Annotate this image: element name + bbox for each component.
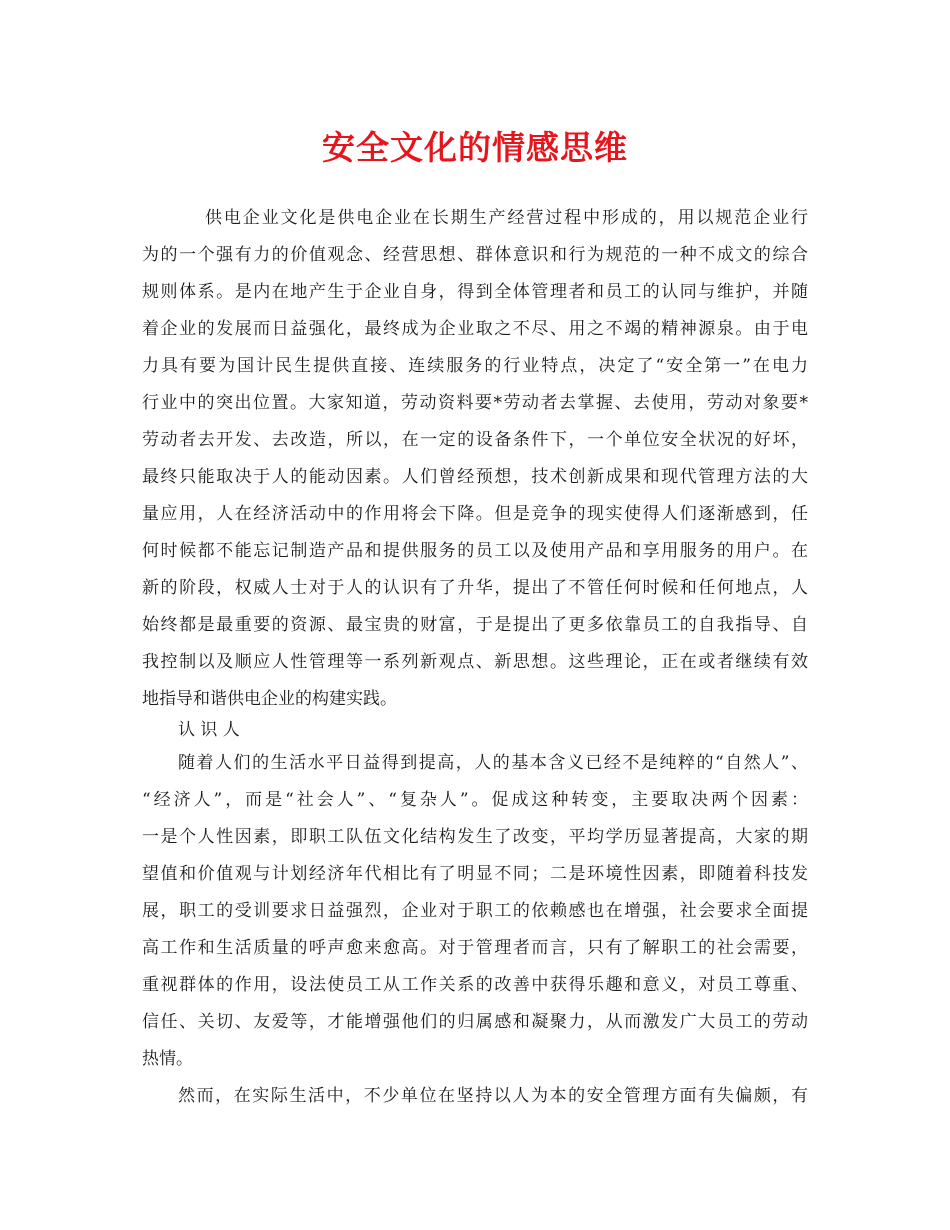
paragraph-line: 信任、关切、友爱等，才能增强他们的归属感和凝聚力，从而激发广大员工的劳动 [142,1012,808,1032]
paragraph-line: 我控制以及顺应人性管理等一系列新观点、新思想。这些理论，正在或者继续有效 [142,652,808,672]
paragraph-line: 随着人们的生活水平日益得到提高，人的基本含义已经不是纯粹的“自然人”、 [178,753,808,773]
paragraph-line: 行业中的突出位置。大家知道，劳动资料要*劳动者去掌握、去使用，劳动对象要* [142,393,808,413]
paragraph-line: 量应用，人在经济活动中的作用将会下降。但是竞争的现实使得人们逐渐感到，任 [142,504,808,524]
paragraph-line: 高工作和生活质量的呼声愈来愈高。对于管理者而言，只有了解职工的社会需要， [142,938,808,958]
paragraph-line: 展，职工的受训要求日益强烈，企业对于职工的依赖感也在增强，社会要求全面提 [142,901,808,921]
paragraph-line: 规则体系。是内在地产生于企业自身，得到全体管理者和员工的认同与维护，并随 [142,282,808,302]
section-heading: 认 识 人 [178,720,240,740]
document-title: 安全文化的情感思维 [322,128,628,167]
paragraph-line: “经济人”，而是“社会人”、“复杂人”。促成这种转变，主要取决两个因素： [142,790,808,810]
paragraph-line: 重视群体的作用，设法使员工从工作关系的改善中获得乐趣和意义，对员工尊重、 [142,975,808,995]
paragraph-line: 新的阶段，权威人士对于人的认识有了升华，提出了不管任何时候和任何地点，人 [142,578,808,598]
paragraph-line: 热情。 [142,1049,193,1069]
paragraph-line: 始终都是最重要的资源、最宝贵的财富，于是提出了更多依靠员工的自我指导、自 [142,615,808,635]
paragraph-line: 供电企业文化是供电企业在长期生产经营过程中形成的，用以规范企业行 [205,208,808,228]
paragraph-line: 地指导和谐供电企业的构建实践。 [142,689,397,709]
paragraph-line: 最终只能取决于人的能动因素。人们曾经预想，技术创新成果和现代管理方法的大 [142,467,808,487]
paragraph-line: 为的一个强有力的价值观念、经营思想、群体意识和行为规范的一种不成文的综合 [142,245,808,265]
paragraph-line: 何时候都不能忘记制造产品和提供服务的员工以及使用产品和享用服务的用户。在 [142,541,808,561]
paragraph-line: 然而，在实际生活中，不少单位在坚持以人为本的安全管理方面有失偏颇，有 [178,1086,808,1106]
paragraph-line: 力具有要为国计民生提供直接、连续服务的行业特点，决定了“安全第一”在电力 [142,356,808,376]
paragraph-line: 劳动者去开发、去改造，所以，在一定的设备条件下，一个单位安全状况的好坏， [142,430,808,450]
paragraph-line: 着企业的发展而日益强化，最终成为企业取之不尽、用之不竭的精神源泉。由于电 [142,319,808,339]
paragraph-line: 一是个人性因素，即职工队伍文化结构发生了改变，平均学历显著提高，大家的期 [142,827,808,847]
paragraph-line: 望值和价值观与计划经济年代相比有了明显不同；二是环境性因素，即随着科技发 [142,864,808,884]
